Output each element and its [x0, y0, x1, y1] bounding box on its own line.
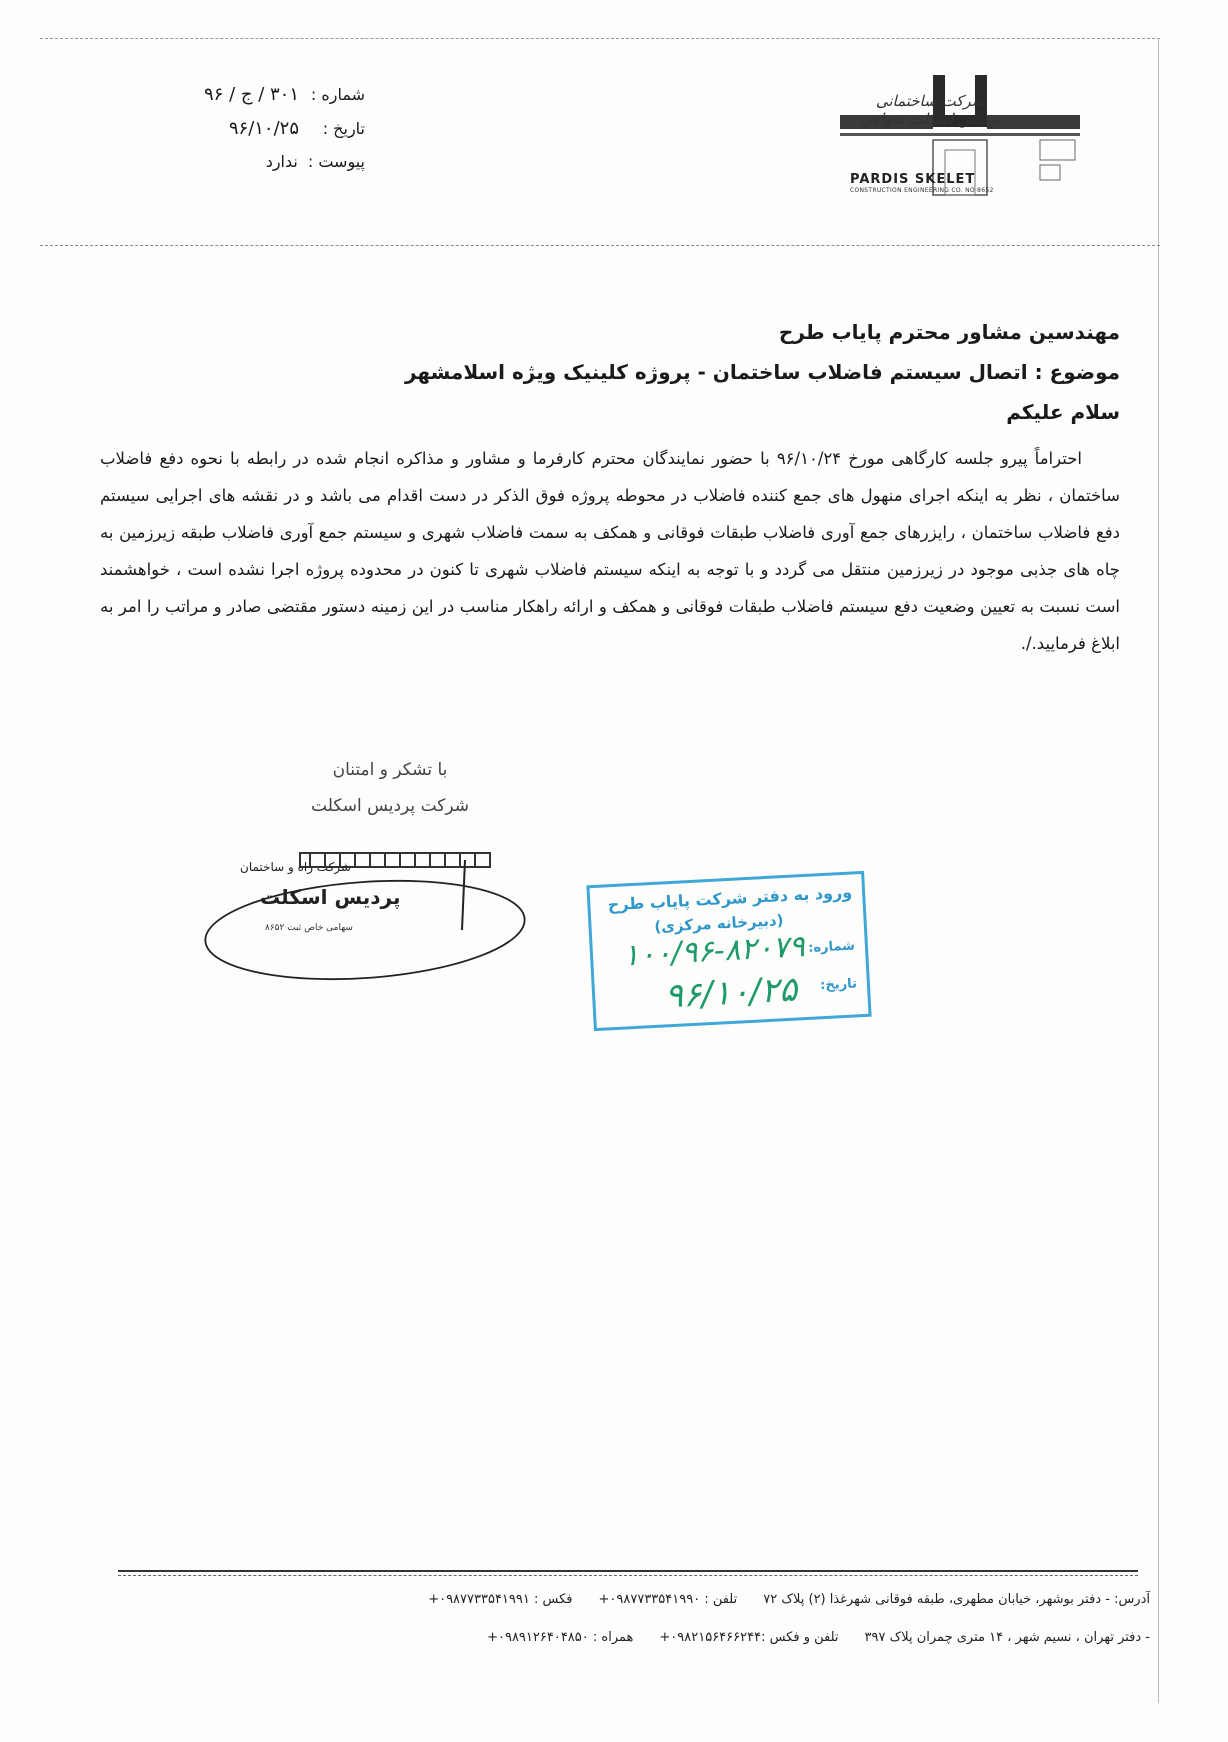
footer-phone-bushehr: تلفن : ۰۹۸۷۷۳۳۵۴۱۹۹۰+ [598, 1591, 738, 1607]
date-value: ۹۶/۱۰/۲۵ [228, 118, 299, 139]
greeting: سلام علیکم [1006, 400, 1120, 424]
number-value: ۳۰۱ / ج / ۹۶ [204, 84, 299, 105]
page-edge [1158, 38, 1159, 1703]
header-divider [40, 245, 1160, 246]
footer-mobile-tehran: همراه : ۰۹۸۹۱۲۶۴۰۴۸۵۰+ [487, 1629, 634, 1645]
footer-row-tehran [150, 1618, 1150, 1656]
number-label: شماره : [310, 85, 365, 104]
footer-address-tehran: - دفتر تهران ، نسیم شهر ، ۱۴ متری چمران پلاک ۳۹۷ [864, 1629, 1150, 1645]
footer-fax-bushehr: فکس : ۰۹۸۷۷۳۳۵۴۱۹۹۱+ [428, 1591, 573, 1607]
letter-meta [130, 84, 365, 186]
company-seal [200, 835, 530, 985]
received-number-value: ۱۰۰/۹۶-۸۲۰۷۹ [622, 929, 806, 974]
footer-rule [118, 1570, 1138, 1572]
date-label: تاریخ : [322, 119, 365, 138]
meta-attachment-row [130, 152, 365, 186]
received-stamp [586, 871, 871, 1031]
closing-thanks: با تشکر و امتنان [332, 760, 448, 780]
footer-row-bushehr [150, 1580, 1150, 1618]
closing [280, 752, 500, 824]
footer-phonefax-tehran: تلفن و فکس :۰۹۸۲۱۵۶۴۶۶۲۴۴+ [659, 1629, 839, 1645]
received-stamp-subtitle: (دبیرخانه مرکزی) [653, 911, 784, 936]
seal-text-top: شرکت راه و ساختمان [240, 860, 351, 874]
logo-name-en: PARDIS SKELET [850, 172, 976, 187]
logo-tagline: شرکت ساختمانی پردیس اسکلت سهامی [859, 92, 1001, 128]
seal-text-name: پردیس اسکلت [260, 885, 401, 909]
received-date-label: تاریخ: [819, 976, 858, 994]
meta-date-row [130, 118, 365, 152]
footer-rule-dashed [118, 1575, 1138, 1576]
letter-body [100, 312, 1120, 662]
footer-address-bushehr: آدرس: - دفتر بوشهر، خیابان مطهری، طبقه فوقانی شهرغذا (۲) پلاک ۷۲ [763, 1591, 1150, 1607]
body-paragraph: احتراماً پیرو جلسه کارگاهی مورخ ۹۶/۱۰/۲۴ با حضور نمایندگان محترم کارفرما و مشاور و مذاکره انجام شده در رابطه با نحوه دفع فاضلاب ساختمان ، نظر به اینکه اجرای منهول های جمع کننده فاضلاب در محوطه پروژه فوق الذکر در دست اقدام می باشد و در نقشه های اجرایی سیستم دفع فاضلاب ساختمان ، رایزرهای جمع آوری فاضلاب طبقات فوقانی و همکف به سمت فاضلاب شهری و سیستم جمع آوری فاضلاب طبقه زیرزمین به چاه های جذبی موجود در زیرزمین منتقل می گردد و با توجه به اینکه سیستم فاضلاب شهری تا کنون در محدوده پروژه اجرا نشده است ، خواهشمند است نسبت به تعیین وضعیت دفع سیستم فاضلاب طبقات فوقانی و همکف و ارائه راهکار مناسب در این زمینه دستور مقتضی صادر و مراتب را امر به ابلاغ فرمایید./. [100, 449, 1120, 653]
closing-company: شرکت پردیس اسکلت [311, 796, 469, 816]
seal-text-reg: سهامی خاص ثبت ۸۶۵۲ [265, 923, 353, 933]
subject: موضوع : اتصال سیستم فاضلاب ساختمان - پروژه کلینیک ویژه اسلامشهر [404, 360, 1120, 384]
received-number-label: شماره: [807, 938, 856, 956]
meta-number-row [130, 84, 365, 118]
footer [150, 1580, 1150, 1656]
attachment-value: ندارد [265, 152, 298, 171]
logo-sub-en: CONSTRUCTION ENGINEERING CO. NO 8652 [850, 187, 994, 194]
received-date-value: ۹۶/۱۰/۲۵ [663, 969, 799, 1017]
attachment-label: پیوست : [307, 152, 365, 171]
recipient: مهندسین مشاور محترم پایاب طرح [778, 320, 1120, 344]
received-stamp-title: ورود به دفتر شرکت پایاب طرح [607, 882, 853, 915]
